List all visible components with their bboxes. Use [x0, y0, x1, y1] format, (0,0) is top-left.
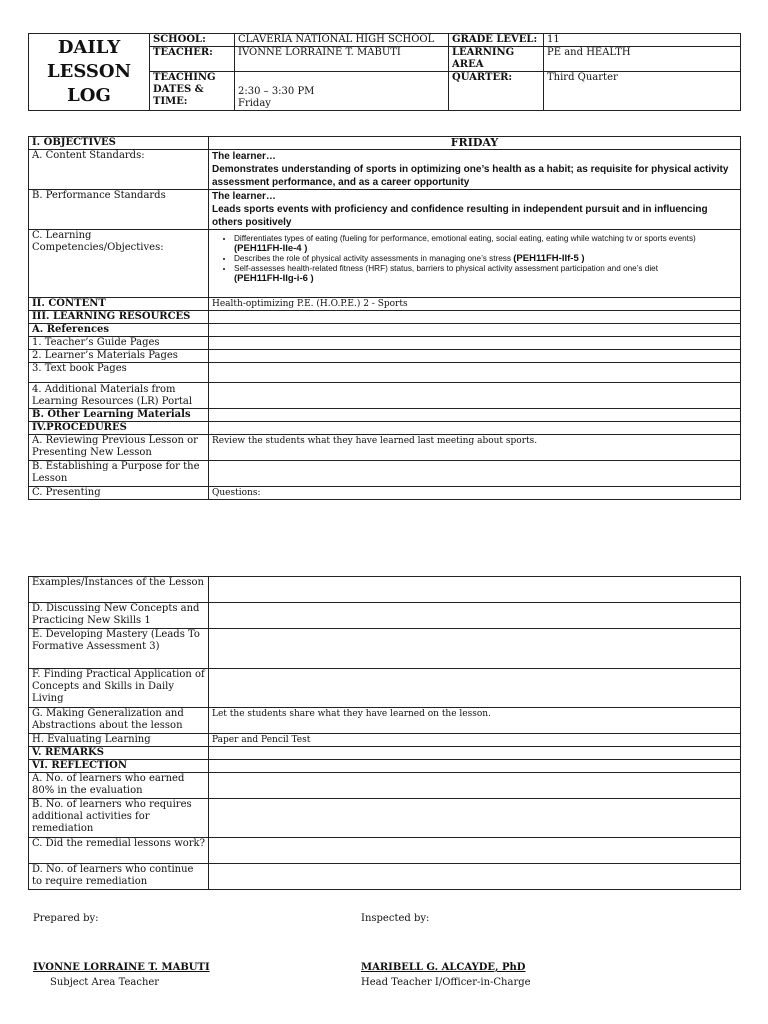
presenting-label: C. Presenting — [29, 487, 209, 500]
empty-cell — [209, 337, 741, 350]
learners-materials-label: 2. Learner’s Materials Pages — [29, 350, 209, 363]
reflection-b-label: B. No. of learners who requires additional activities for remediation — [29, 799, 209, 838]
empty-cell — [209, 629, 741, 669]
day-value: Friday — [238, 98, 271, 109]
daily-lesson-log-title: DAILY LESSON LOG — [29, 34, 150, 111]
practical-application-label: F. Finding Practical Application of Concepts and Skills in Daily Living — [29, 669, 209, 708]
examples-label: Examples/Instances of the Lesson — [29, 577, 209, 603]
learning-area-label: LEARNING AREA — [449, 47, 544, 72]
competency-item: • Self-assesses health-related fitness (HRF) status, barriers to physical activity assessment participation and one’s diet (PEH11FH-IIg-i-6 ) — [234, 264, 737, 284]
empty-cell — [209, 363, 741, 383]
teacher-value: IVONNE LORRAINE T. MABUTI — [235, 47, 449, 72]
time-value: 2:30 – 3:30 PM — [238, 86, 315, 97]
content-label: II. CONTENT — [29, 298, 209, 311]
teachers-guide-label: 1. Teacher’s Guide Pages — [29, 337, 209, 350]
prepared-by-name: IVONNE LORRAINE T. MABUTI — [33, 962, 210, 973]
other-materials-label: B. Other Learning Materials — [29, 409, 209, 422]
inspected-by-role: Head Teacher I/Officer-in-Charge — [361, 977, 531, 988]
reflection-label: VI. REFLECTION — [29, 760, 209, 773]
empty-cell — [209, 383, 741, 409]
learning-competencies-label: C. Learning Competencies/Objectives: — [29, 230, 209, 298]
evaluating-learning-label: H. Evaluating Learning — [29, 734, 209, 747]
empty-cell — [209, 577, 741, 603]
inspected-by-name: MARIBELL G. ALCAYDE, PhD — [361, 962, 526, 973]
generalization-value: Let the students share what they have learned on the lesson. — [209, 708, 741, 734]
lesson-table-part1 — [28, 136, 741, 500]
empty-cell — [209, 422, 741, 435]
developing-mastery-label: E. Developing Mastery (Leads To Formative Assessment 3) — [29, 629, 209, 669]
performance-standards-value: The learner… Leads sports events with proficiency and confidence resulting in independent pursuit and in influencing others positively — [209, 190, 741, 230]
empty-cell — [209, 603, 741, 629]
competency-item: • Differentiates types of eating (fueling for performance, emotional eating, social eating, eating while watching tv or sports events) (PEH11FH-IIe-4 ) — [234, 234, 737, 254]
empty-cell — [209, 864, 741, 890]
reflection-c-label: C. Did the remedial lessons work? — [29, 838, 209, 864]
empty-cell — [209, 311, 741, 324]
friday-column-header: FRIDAY — [209, 137, 741, 150]
reflection-d-label: D. No. of learners who continue to require remediation — [29, 864, 209, 890]
inspected-by-label: Inspected by: — [361, 913, 430, 924]
empty-cell — [209, 669, 741, 708]
reflection-a-label: A. No. of learners who earned 80% in the evaluation — [29, 773, 209, 799]
empty-cell — [209, 350, 741, 363]
remarks-label: V. REMARKS — [29, 747, 209, 760]
empty-cell — [209, 773, 741, 799]
competency-item: • Describes the role of physical activity assessments in managing one’s stress (PEH11FH-IIf-5 ) — [234, 254, 737, 264]
references-label: A. References — [29, 324, 209, 337]
objectives-label: I. OBJECTIVES — [29, 137, 209, 150]
empty-cell — [209, 799, 741, 838]
teaching-dates-value — [235, 72, 449, 111]
empty-cell — [209, 461, 741, 487]
additional-materials-label: 4. Additional Materials from Learning Resources (LR) Portal — [29, 383, 209, 409]
grade-level-label: GRADE LEVEL: — [449, 34, 544, 47]
presenting-value: Questions: — [209, 487, 741, 500]
textbook-pages-label: 3. Text book Pages — [29, 363, 209, 383]
generalization-label: G. Making Generalization and Abstractions about the lesson — [29, 708, 209, 734]
learning-resources-label: III. LEARNING RESOURCES — [29, 311, 209, 324]
header-table — [28, 33, 741, 111]
procedures-label: IV.PROCEDURES — [29, 422, 209, 435]
reviewing-lesson-label: A. Reviewing Previous Lesson or Presenting New Lesson — [29, 435, 209, 461]
empty-cell — [209, 747, 741, 760]
school-label: SCHOOL: — [150, 34, 235, 47]
teacher-label: TEACHER: — [150, 47, 235, 72]
quarter-label: QUARTER: — [449, 72, 544, 111]
empty-cell — [209, 760, 741, 773]
evaluating-learning-value: Paper and Pencil Test — [209, 734, 741, 747]
empty-cell — [209, 409, 741, 422]
prepared-by-label: Prepared by: — [33, 913, 99, 924]
content-value: Health-optimizing P.E. (H.O.P.E.) 2 - Sports — [209, 298, 741, 311]
teaching-dates-label: TEACHING DATES & TIME: — [150, 72, 235, 111]
prepared-by-role: Subject Area Teacher — [50, 977, 160, 988]
empty-cell — [209, 324, 741, 337]
performance-standards-label: B. Performance Standards — [29, 190, 209, 230]
lesson-table-part2 — [28, 576, 741, 890]
grade-level-value: 11 — [544, 34, 741, 47]
learning-area-value: PE and HEALTH — [544, 47, 741, 72]
competency-list — [212, 234, 737, 284]
learning-competencies-value — [209, 230, 741, 298]
content-standards-label: A. Content Standards: — [29, 150, 209, 190]
discussing-concepts-label: D. Discussing New Concepts and Practicing New Skills 1 — [29, 603, 209, 629]
empty-cell — [209, 838, 741, 864]
reviewing-lesson-value: Review the students what they have learned last meeting about sports. — [209, 435, 741, 461]
establishing-purpose-label: B. Establishing a Purpose for the Lesson — [29, 461, 209, 487]
quarter-value: Third Quarter — [544, 72, 741, 111]
school-value: CLAVERIA NATIONAL HIGH SCHOOL — [235, 34, 449, 47]
content-standards-value: The learner… Demonstrates understanding of sports in optimizing one’s health as a habit; as requisite for physical activity assessment performance, and as a career opportunity — [209, 150, 741, 190]
